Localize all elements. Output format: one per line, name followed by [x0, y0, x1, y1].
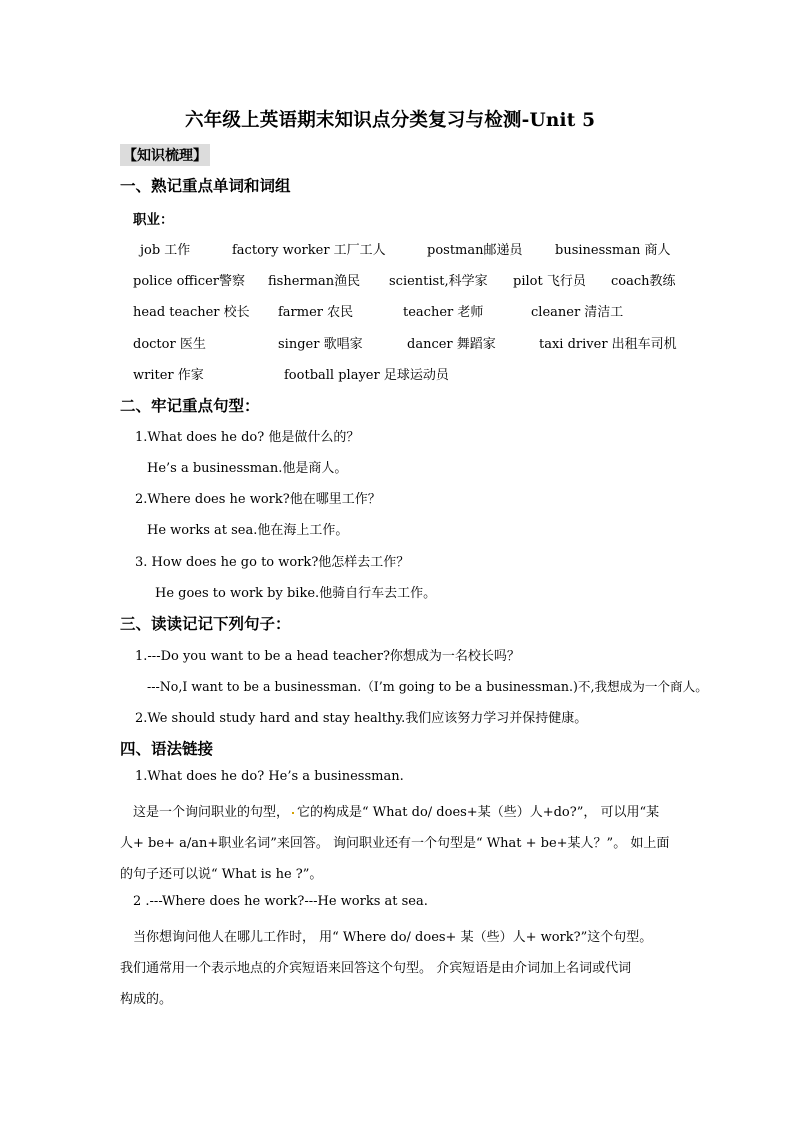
vocab-item: football player 足球运动员 — [284, 368, 449, 383]
vocab-subheading: 职业： — [133, 212, 174, 228]
vocab-item: cleaner 清洁工 — [531, 305, 624, 320]
sentence-line: 1.What does he do? 他是做什么的？ — [135, 430, 360, 445]
section-3-heading: 三、读读记记下列句子： — [120, 614, 291, 633]
sentence-line: 2.We should study hard and stay healthy.我们应该努力学习并保持健康。 — [135, 711, 588, 726]
vocab-item: fisherman渔民 — [268, 274, 361, 289]
grammar-line: 我们通常用一个表示地点的介宾短语来回答这个句型。 介宾短语是由介词加上名词或代词 — [120, 961, 632, 976]
grammar-line: 构成的。 — [120, 992, 173, 1007]
sentence-line: 2.Where does he work?他在哪里工作？ — [135, 492, 381, 507]
section-tag: 【知识梳理】 — [120, 144, 210, 166]
sentence-line: ---No,I want to be a businessman.（I’m going to be a businessman.)不,我想成为一个商人。 — [147, 679, 708, 694]
vocab-item: factory worker 工厂工人 — [232, 243, 386, 258]
vocab-item: coach教练 — [611, 274, 676, 289]
vocab-item: taxi driver 出租车司机 — [539, 337, 677, 352]
vocab-item: businessman 商人 — [555, 243, 671, 258]
grammar-line: 1.What does he do? He’s a businessman. — [135, 769, 404, 784]
page-title: 六年级上英语期末知识点分类复习与检测-Unit 5 — [185, 110, 596, 131]
section-1-heading: 一、熟记重点单词和词组 — [120, 176, 291, 195]
vocab-item: postman邮递员 — [427, 243, 523, 258]
grammar-line: 2 .---Where does he work?---He works at sea. — [133, 894, 428, 909]
grammar-text: 这是一个询问职业的句型， — [133, 805, 290, 820]
sentence-line: He goes to work by bike.他骑自行车去工作。 — [155, 586, 437, 601]
sentence-line: 1.---Do you want to be a head teacher?你想成为一名校长吗？ — [135, 649, 520, 664]
vocab-item: doctor 医生 — [133, 337, 206, 352]
vocab-item: teacher 老师 — [403, 305, 484, 320]
grammar-text: 它的构成是“ What do/ does+某（些）人+do?”， 可以用“某 — [297, 805, 660, 820]
vocab-item: singer 歌唱家 — [278, 337, 363, 352]
vocab-item: police officer警察 — [133, 274, 245, 289]
sentence-line: 3. How does he go to work?他怎样去工作？ — [135, 555, 410, 570]
vocab-item: head teacher 校长 — [133, 305, 250, 320]
vocab-item: job 工作 — [140, 243, 191, 258]
grammar-line: 的句子还可以说“ What is he ?”。 — [120, 867, 323, 882]
vocab-item: scientist,科学家 — [389, 274, 488, 289]
grammar-line — [133, 801, 659, 820]
grammar-line: 人+ be+ a/an+职业名词”来回答。 询问职业还有一个句型是“ What + be+某人？”。 如上面 — [120, 836, 670, 851]
vocab-item: pilot 飞行员 — [513, 274, 586, 289]
vocab-item: dancer 舞蹈家 — [407, 337, 496, 352]
vocab-item: farmer 农民 — [278, 305, 354, 320]
sentence-line: He works at sea.他在海上工作。 — [147, 523, 349, 538]
section-2-heading: 二、牢记重点句型： — [120, 396, 260, 415]
vocab-item: writer 作家 — [133, 368, 204, 383]
dot-mark — [292, 812, 294, 814]
section-4-heading: 四、语法链接 — [120, 739, 214, 758]
grammar-line: 当你想询问他人在哪儿工作时， 用“ Where do/ does+ 某（些）人+ work?”这个句型。 — [133, 930, 653, 945]
sentence-line: He’s a businessman.他是商人。 — [147, 461, 348, 476]
